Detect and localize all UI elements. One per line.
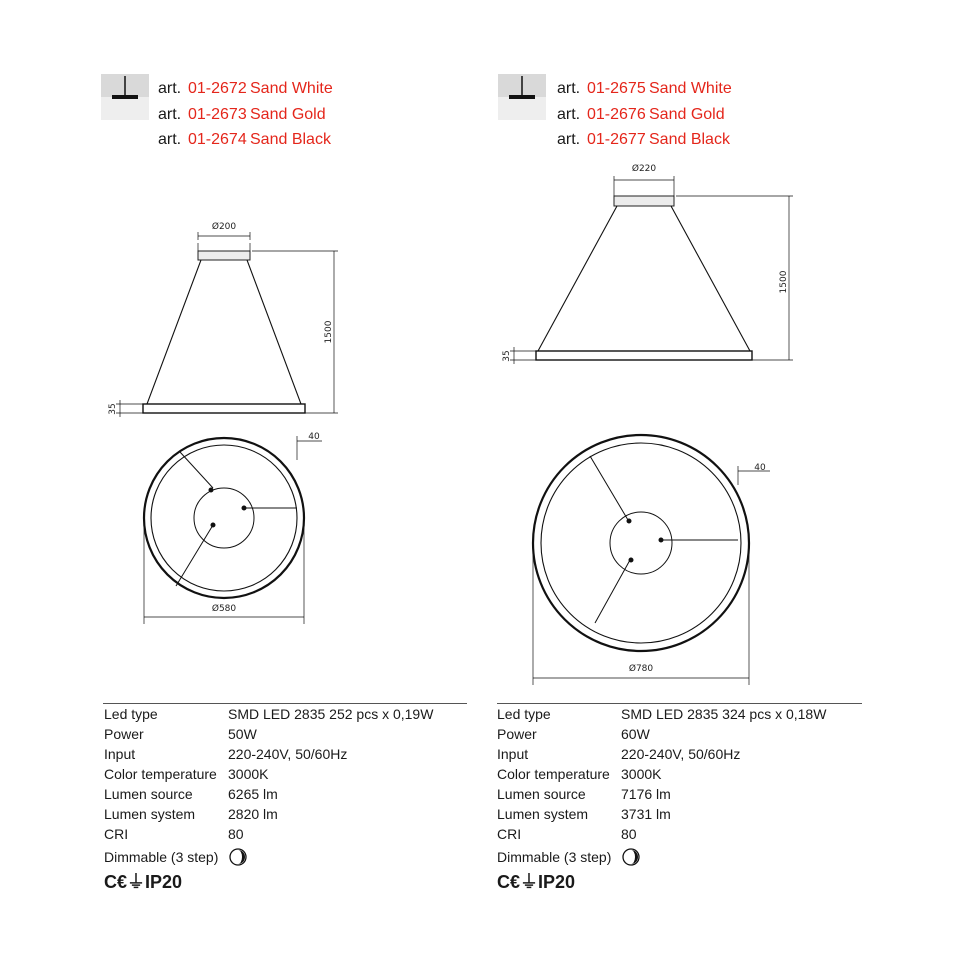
ring-height-dimension-label: 35 [502,350,512,362]
canopy-dimension-label: Ø220 [631,164,657,174]
spec-label: Color temperature [104,766,217,782]
spec-value: 3000K [228,766,269,782]
spec-label: CRI [497,826,522,842]
certification-text: C€⏚IP20 [497,872,576,892]
diameter-dimension-label: Ø580 [211,604,237,614]
certification-text: C€⏚IP20 [104,872,183,892]
spec-value: 80 [621,826,637,842]
technical-drawing [0,0,480,700]
spec-row [104,764,433,784]
spec-value: SMD LED 2835 324 pcs x 0,18W [621,706,827,722]
spec-label: Power [497,726,537,742]
spec-table [497,704,826,867]
article-finish: Sand White [250,80,333,97]
spec-row [104,744,433,764]
spec-value: 2820 lm [228,806,278,822]
spec-value: 3000K [621,766,662,782]
spec-label: Lumen source [104,786,193,802]
article-finish: Sand Gold [250,105,326,123]
spec-value: 220-240V, 50/60Hz [621,746,741,762]
certification-marks [104,868,182,894]
article-prefix: art. [557,131,581,148]
spec-value: 60W [621,726,650,742]
spec-row [497,704,826,724]
article-code: 01-2673 [188,105,247,123]
article-prefix: art. [158,131,182,148]
top-view [144,436,322,624]
top-view [533,435,770,685]
dimmable-icon [621,847,641,867]
article-prefix: art. [158,105,182,123]
height-dimension-label: 1500 [324,320,334,344]
spec-row [497,784,826,804]
spec-row [497,804,826,824]
spec-label: Lumen system [104,806,196,822]
side-view [116,232,338,417]
spec-value: 3731 lm [621,806,671,822]
spec-label: Power [104,726,144,742]
diameter-dimension-label: Ø780 [628,664,654,674]
article-code: 01-2674 [188,131,247,148]
spec-row [497,824,826,844]
product-panel-right [480,0,960,960]
article-code: 01-2672 [188,80,247,97]
article-prefix: art. [158,80,182,97]
spec-label: Lumen source [497,786,586,802]
side-view [510,176,793,364]
spec-value: SMD LED 2835 252 pcs x 0,19W [228,706,434,722]
article-prefix: art. [557,80,581,97]
article-code: 01-2676 [587,105,646,123]
spec-value: 220-240V, 50/60Hz [228,746,348,762]
spec-label: Led type [497,706,551,722]
spec-row [104,804,433,824]
spec-table [104,704,433,867]
article-finish: Sand Black [250,131,331,148]
article-finish: Sand Gold [649,105,725,123]
dimmable-icon [228,847,248,867]
article-code: 01-2675 [587,80,646,97]
article-code: 01-2677 [587,131,646,148]
spec-row [104,724,433,744]
article-prefix: art. [557,105,581,123]
spec-row [104,824,433,844]
spec-row [497,744,826,764]
article-finish: Sand Black [649,131,730,148]
spec-label: Dimmable (3 step) [104,849,219,865]
technical-drawing [480,0,960,700]
spec-label: Input [497,746,529,762]
height-dimension-label: 1500 [779,270,789,294]
ring-height-dimension-label: 35 [108,403,118,415]
canopy-dimension-label: Ø200 [211,222,237,232]
spec-label: Input [104,746,136,762]
spec-value: 50W [228,726,257,742]
spec-value: 80 [228,826,244,842]
spec-row-dimmable [104,847,433,867]
ring-width-dimension-label: 40 [754,463,766,473]
spec-row [497,724,826,744]
spec-row [104,704,433,724]
ring-width-dimension-label: 40 [308,432,320,442]
spec-row-dimmable [497,847,826,867]
spec-label: CRI [104,826,129,842]
certification-marks [497,868,575,894]
spec-label: Color temperature [497,766,610,782]
spec-value: 6265 lm [228,786,278,802]
spec-label: Dimmable (3 step) [497,849,612,865]
article-finish: Sand White [649,80,732,97]
spec-row [497,764,826,784]
spec-label: Lumen system [497,806,589,822]
spec-label: Led type [104,706,158,722]
spec-row [104,784,433,804]
spec-value: 7176 lm [621,786,671,802]
